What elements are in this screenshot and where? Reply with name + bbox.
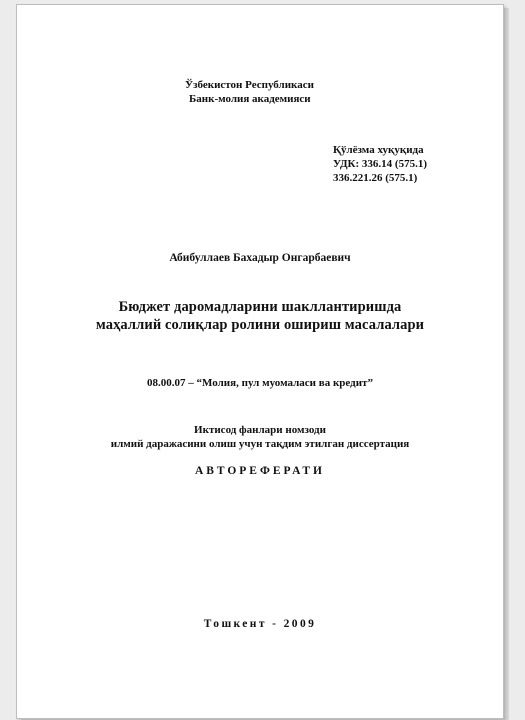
dissertation-title-line-2: маҳаллий солиқлар ролини ошириш масалалари: [95, 317, 425, 333]
specialty-code: 08.00.07 – “Молия, пул муомаласи ва кредит”: [147, 377, 373, 389]
degree-line-1: Иктисод фанлари номзоди: [194, 424, 326, 436]
place-and-year: Тошкент - 2009: [203, 618, 317, 630]
country-name: Ўзбекистон Республикаси: [185, 79, 314, 91]
dissertation-title-line-1: Бюджет даромадларини шакллантиришда: [118, 299, 402, 315]
udk-code-primary: УДК: 336.14 (575.1): [333, 158, 427, 170]
author-name: Абибуллаев Бахадыр Онгарбаевич: [169, 252, 351, 264]
document-page: [16, 4, 504, 719]
academy-name: Банк-молия академияси: [189, 93, 311, 105]
degree-line-2: илмий даражасини олиш учун тақдим этилган диссертация: [110, 438, 410, 450]
manuscript-rights: Қўлёзма хуқуқида: [333, 144, 424, 156]
document-type: АВТОРЕФЕРАТИ: [195, 465, 325, 477]
udk-code-secondary: 336.221.26 (575.1): [333, 172, 418, 184]
